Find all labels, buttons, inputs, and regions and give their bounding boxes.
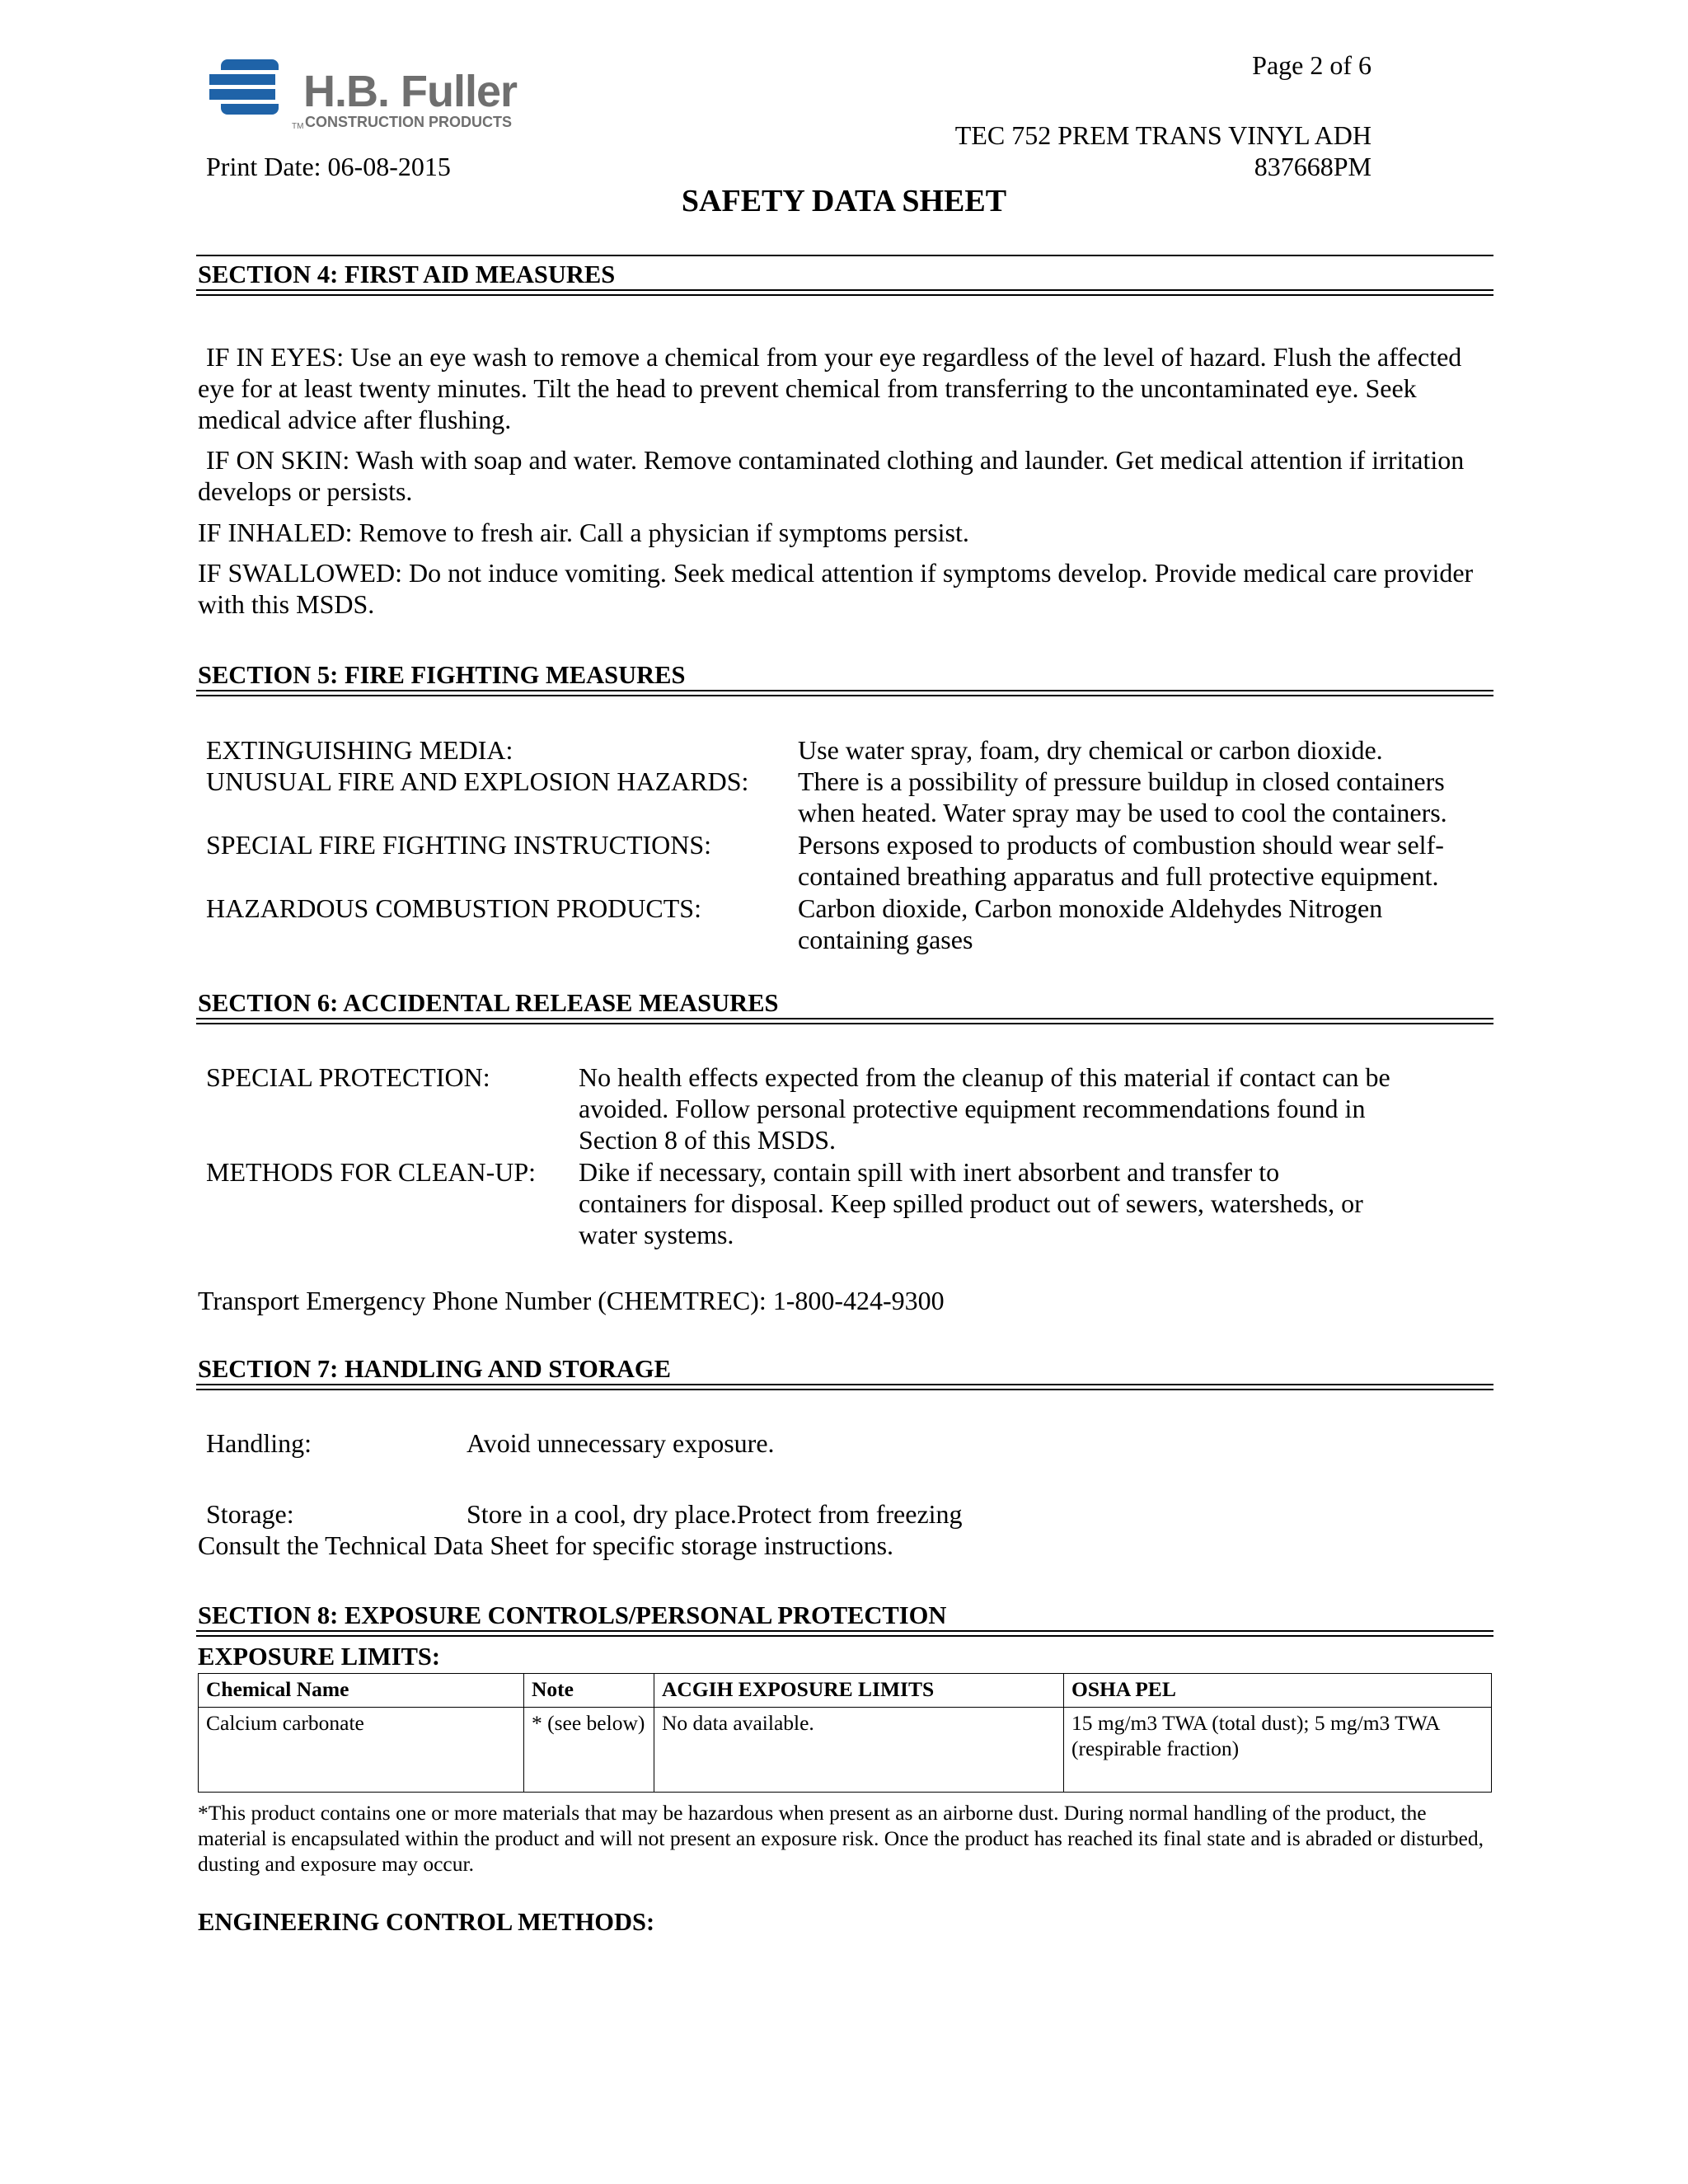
section-divider <box>196 1023 1493 1024</box>
release-value-cleanup: Dike if necessary, contain spill with inert absorbent and transfer to containers for disposal. Keep spilled product out of sewers, watersheds, or water systems. <box>579 1157 1363 1249</box>
section-divider <box>196 294 1493 296</box>
release-label-protection: SPECIAL PROTECTION: <box>206 1062 490 1092</box>
section-7-heading: SECTION 7: HANDLING AND STORAGE <box>198 1355 671 1383</box>
section-5-heading: SECTION 5: FIRE FIGHTING MEASURES <box>198 661 686 689</box>
fire-label-extinguishing: EXTINGUISHING MEDIA: <box>206 735 513 765</box>
product-code: 837668PM <box>1254 152 1372 181</box>
section-6-heading: SECTION 6: ACCIDENTAL RELEASE MEASURES <box>198 989 779 1017</box>
dust-footnote: *This product contains one or more materials that may be hazardous when present as an airborne dust. During normal handling of the product, the material is encapsulated within the product and will not present an exposure risk. Once the product has reached its final state and is abraded or disturbed, dusting and exposure may occur. <box>198 1801 1484 1876</box>
cell-osha-pel: 15 mg/m3 TWA (total dust); 5 mg/m3 TWA (respirable fraction) <box>1064 1708 1492 1793</box>
cell-chemical-name: Calcium carbonate <box>199 1708 524 1793</box>
logo-name: H.B. Fuller <box>303 67 518 116</box>
release-label-cleanup: METHODS FOR CLEAN-UP: <box>206 1157 537 1187</box>
storage-label: Storage: <box>206 1499 294 1529</box>
first-aid-inhaled: IF INHALED: Remove to fresh air. Call a physician if symptoms persist. <box>198 518 969 547</box>
transport-emergency-phone: Transport Emergency Phone Number (CHEMTREC): 1-800-424-9300 <box>198 1286 945 1315</box>
section-divider <box>196 695 1493 696</box>
logo-stripe <box>209 74 275 85</box>
fire-value-instructions: Persons exposed to products of combustion should wear self-contained breathing apparatus and full protective equipment. <box>798 830 1444 891</box>
page-number: Page 2 of 6 <box>1252 50 1372 80</box>
cell-note: * (see below) <box>524 1708 654 1793</box>
fire-value-extinguishing: Use water spray, foam, dry chemical or carbon dioxide. <box>798 735 1383 765</box>
logo-stripe <box>209 89 275 100</box>
hb-fuller-logo <box>206 56 528 138</box>
section-divider <box>196 1018 1493 1019</box>
section-divider <box>196 690 1493 691</box>
print-date: Print Date: 06-08-2015 <box>206 152 451 181</box>
storage-consult-note: Consult the Technical Data Sheet for specific storage instructions. <box>198 1530 894 1560</box>
section-divider <box>196 1384 1493 1385</box>
section-8-heading: SECTION 8: EXPOSURE CONTROLS/PERSONAL PROTECTION <box>198 1601 947 1629</box>
table-row <box>199 1708 1492 1793</box>
doc-title: SAFETY DATA SHEET <box>681 184 1007 218</box>
section-divider <box>196 1389 1493 1390</box>
section-divider <box>196 1635 1493 1637</box>
logo-subtitle: CONSTRUCTION PRODUCTS <box>305 114 512 130</box>
handling-value: Avoid unnecessary exposure. <box>467 1428 775 1458</box>
col-osha-pel: OSHA PEL <box>1064 1674 1492 1708</box>
header-divider <box>196 255 1493 256</box>
section-divider <box>196 1630 1493 1632</box>
col-chemical-name: Chemical Name <box>199 1674 524 1708</box>
col-acgih-limits: ACGIH EXPOSURE LIMITS <box>654 1674 1064 1708</box>
fire-value-hazards: There is a possibility of pressure buildup in closed containers when heated. Water spray may be used to cool the containers. <box>798 766 1447 827</box>
fire-label-hazards: UNUSUAL FIRE AND EXPLOSION HAZARDS: <box>206 766 749 796</box>
first-aid-eyes: IF IN EYES: Use an eye wash to remove a chemical from your eye regardless of the level of hazard. Flush the affected eye for at least twenty minutes. Tilt the head to prevent chemical from transferring to the uncontaminated eye. Seek medical advice after flushing. <box>198 342 1462 434</box>
engineering-controls-heading: ENGINEERING CONTROL METHODS: <box>198 1908 655 1936</box>
logo-stripe <box>221 59 279 70</box>
table-header-row <box>199 1674 1492 1708</box>
first-aid-skin: IF ON SKIN: Wash with soap and water. Remove contaminated clothing and launder. Get medical attention if irritation develops or persists. <box>198 445 1465 506</box>
logo-stripe <box>221 104 279 115</box>
col-note: Note <box>524 1674 654 1708</box>
logo-tm: TM <box>292 122 304 131</box>
storage-value: Store in a cool, dry place.Protect from freezing <box>467 1499 963 1529</box>
section-4-heading: SECTION 4: FIRST AID MEASURES <box>198 260 616 288</box>
fire-label-instructions: SPECIAL FIRE FIGHTING INSTRUCTIONS: <box>206 830 712 860</box>
exposure-limits-heading: EXPOSURE LIMITS: <box>198 1643 441 1671</box>
first-aid-swallowed: IF SWALLOWED: Do not induce vomiting. Seek medical attention if symptoms develop. Provide medical care provider with this MSDS. <box>198 558 1474 619</box>
handling-label: Handling: <box>206 1428 312 1458</box>
fire-value-combustion: Carbon dioxide, Carbon monoxide Aldehydes Nitrogen containing gases <box>798 893 1383 954</box>
product-name: TEC 752 PREM TRANS VINYL ADH <box>954 120 1372 150</box>
section-divider <box>196 289 1493 291</box>
release-value-protection: No health effects expected from the cleanup of this material if contact can be avoided. Follow personal protective equipment recommendations found in Section 8 of this MSDS. <box>579 1062 1390 1155</box>
cell-acgih-limits: No data available. <box>654 1708 1064 1793</box>
exposure-limits-table <box>198 1673 1492 1793</box>
fire-label-combustion: HAZARDOUS COMBUSTION PRODUCTS: <box>206 893 701 923</box>
